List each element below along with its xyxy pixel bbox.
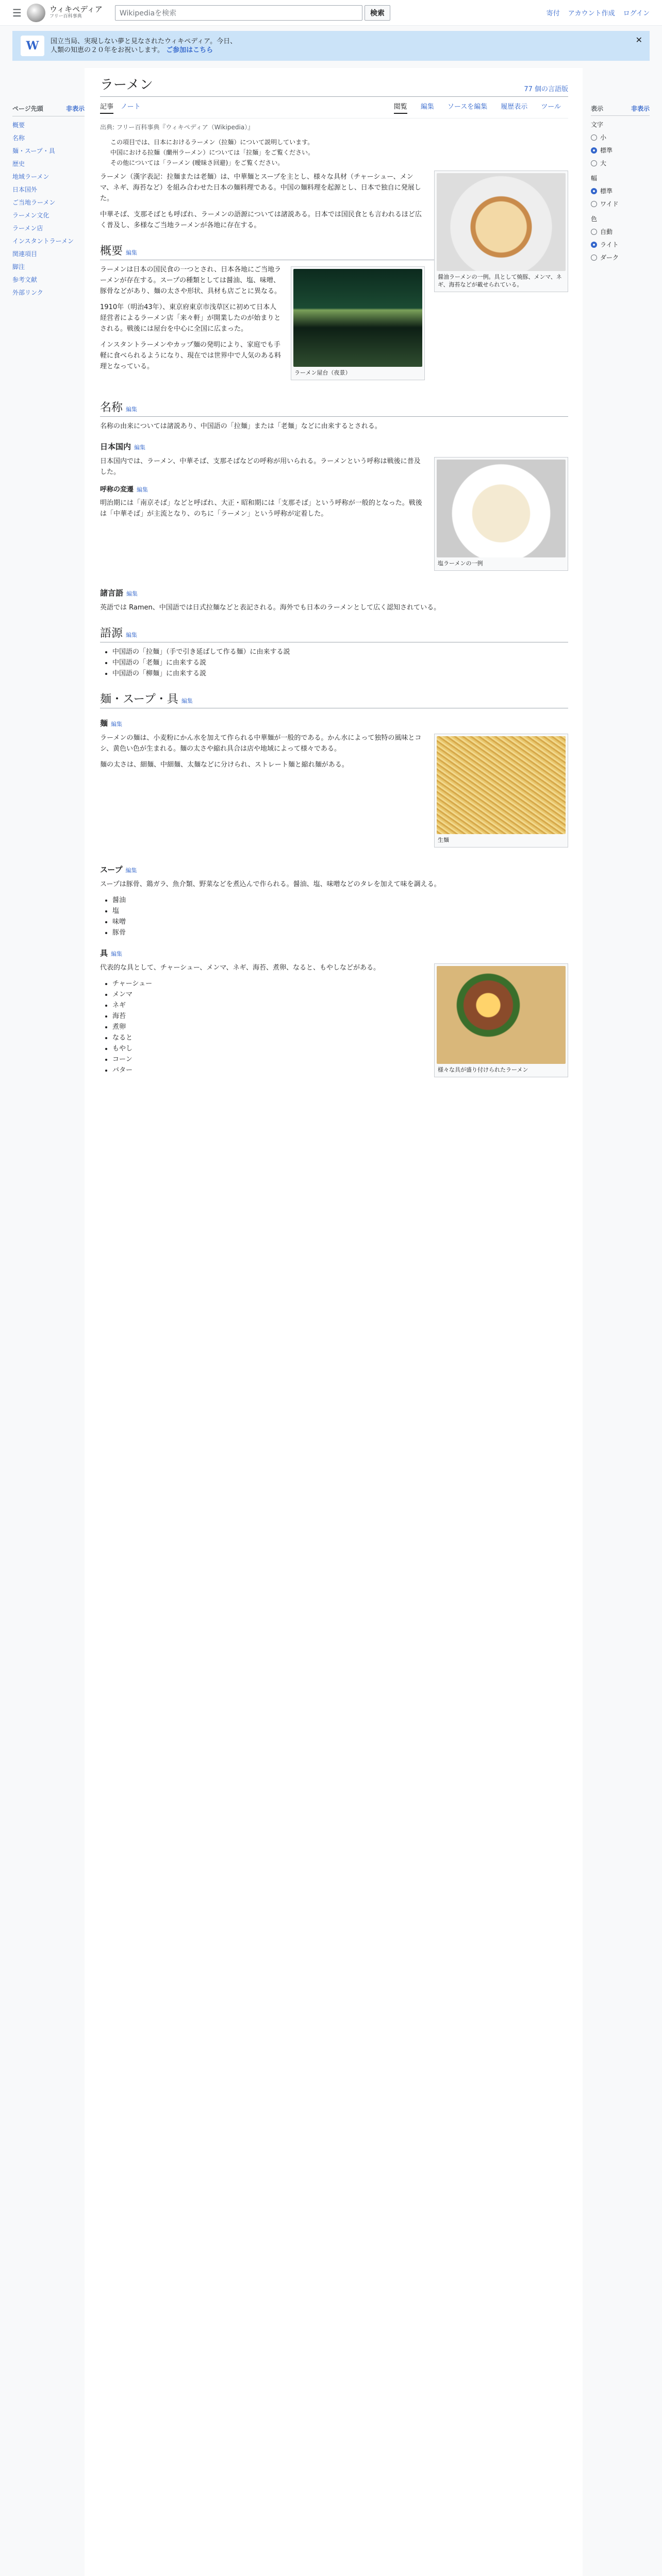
toppings-image[interactable]	[437, 966, 566, 1064]
radio-label: ライト	[600, 241, 619, 248]
toc-item[interactable]: 外部リンク	[12, 289, 43, 296]
toc-item[interactable]: 歴史	[12, 160, 25, 167]
table-of-contents	[12, 68, 85, 2576]
paragraph: 英語では Ramen、中国語では日式拉麺などと表記される。海外でも日本のラーメンとして広く認知されている。	[100, 604, 441, 612]
radio-label: ワイド	[600, 200, 619, 208]
search-button[interactable]: 検索	[365, 5, 390, 21]
list-item: • もやし	[112, 1043, 568, 1054]
subsection-heading: 諸言語	[100, 588, 124, 598]
article-source-note: 出典: フリー百科事典『ウィキペディア（Wikipedia）』	[100, 124, 254, 131]
list-item: • なると	[112, 1032, 568, 1043]
wikipedia-w-icon: W	[21, 36, 44, 56]
appearance-title: 表示	[591, 105, 604, 112]
tab-edit[interactable]: 編集	[420, 103, 434, 111]
toc-item[interactable]: ラーメン店	[12, 225, 43, 232]
edit-link[interactable]: 編集	[126, 406, 138, 413]
list-item: • メンマ	[112, 989, 568, 1000]
radio-label: 標準	[600, 188, 613, 195]
radio-label: 大	[600, 160, 607, 167]
list-item: • 味噌	[112, 917, 568, 927]
radio-icon	[591, 160, 597, 166]
tab-history[interactable]: 履歴表示	[501, 103, 528, 111]
edit-link[interactable]: 編集	[181, 698, 193, 704]
etymology-list	[112, 647, 568, 679]
section-heading-name: 名称	[100, 401, 123, 414]
radio-icon	[591, 201, 597, 207]
article-content	[85, 68, 583, 2576]
list-item: • 豚骨	[112, 927, 568, 938]
hatnote: 中国における拉麺（蘭州ラーメン）については「拉麺」をご覧ください。	[110, 149, 315, 156]
edit-link[interactable]: 編集	[125, 867, 137, 874]
tab-article[interactable]: 記事	[100, 101, 113, 114]
ramen-stall-image[interactable]	[293, 269, 422, 367]
list-item: • 煮卵	[112, 1022, 568, 1032]
toc-item[interactable]: 麺・スープ・具	[12, 147, 55, 155]
toc-item[interactable]: 参考文献	[12, 276, 38, 283]
list-item: • 中国語の「老麺」に由来する説	[112, 657, 568, 668]
section-heading-etymology: 語源	[100, 627, 123, 640]
radio-label: 自動	[600, 228, 613, 235]
intro-paragraph: ラーメン（漢字表記：拉麺または老麺）は、中華麺とスープを主とし、様々な具材（チャーシュー、メンマ、ネギ、海苔など）を組み合わせた日本の麺料理である。中国の麺料理を起源とし、日本で独自に発展した。	[100, 173, 421, 202]
shio-ramen-image[interactable]	[437, 460, 566, 557]
language-button[interactable]: 77 個の言語版	[524, 86, 568, 93]
page-title: ラーメン	[100, 77, 153, 93]
banner-text-2: 人類の知恵の２０年をお祝いします。	[51, 46, 164, 54]
paragraph: ラーメンは日本の国民食の一つとされ、日本各地にご当地ラーメンが存在する。スープの種類としては醤油、塩、味噌、豚骨などがあり、麺の太さや形状、具材も店ごとに異なる。	[100, 266, 282, 295]
edit-link[interactable]: 編集	[111, 951, 123, 957]
subsection-heading: 日本国内	[100, 442, 131, 451]
list-item: • 醤油	[112, 895, 568, 906]
radio-label: 小	[600, 134, 607, 141]
text-size-standard[interactable]	[591, 146, 650, 155]
subsection-heading: スープ	[100, 865, 123, 874]
menu-icon[interactable]: ☰	[12, 6, 22, 19]
ramen-image[interactable]	[437, 173, 566, 271]
toc-item[interactable]: 関連項目	[12, 250, 38, 258]
width-standard[interactable]	[591, 187, 650, 195]
soup-list	[112, 895, 568, 938]
figure-caption: ラーメン屋台（夜景）	[294, 369, 351, 376]
text-size-large[interactable]	[591, 159, 650, 167]
radio-label: 標準	[600, 147, 613, 154]
toc-item[interactable]: 概要	[12, 122, 25, 129]
edit-link[interactable]: 編集	[137, 486, 148, 493]
toc-item[interactable]: インスタントラーメン	[12, 238, 74, 245]
wikipedia-logo-icon[interactable]	[27, 4, 45, 22]
logo-title: ウィキペディア	[49, 4, 103, 14]
appearance-hide-button[interactable]: 非表示	[631, 105, 650, 112]
list-item: • バター	[112, 1065, 568, 1076]
toc-title: ページ先頭	[12, 105, 43, 112]
figure	[434, 457, 568, 571]
radio-icon	[591, 255, 597, 261]
radio-icon	[591, 229, 597, 235]
logo-subtitle: フリー百科事典	[49, 13, 82, 19]
edit-link[interactable]: 編集	[126, 249, 138, 256]
color-dark[interactable]	[591, 253, 650, 262]
list-item: • 中国語の「柳麺」に由来する説	[112, 668, 568, 679]
tab-read[interactable]: 閲覧	[394, 101, 407, 114]
paragraph: 明治期には「南京そば」などと呼ばれ、大正・昭和期には「支那そば」という呼称が一般的となった。戦後は「中華そば」が主流となり、のちに「ラーメン」という呼称が定着した。	[100, 499, 422, 518]
banner-link[interactable]: ご参加はこちら	[166, 46, 213, 54]
color-light[interactable]	[591, 240, 650, 249]
paragraph: 日本国内では、ラーメン、中華そば、支那そばなどの呼称が用いられる。ラーメンという呼称は戦後に普及した。	[100, 457, 421, 476]
login-link[interactable]: ログイン	[623, 10, 650, 18]
tab-edit-source[interactable]: ソースを編集	[447, 103, 488, 111]
text-size-label: 文字	[591, 121, 604, 128]
site-header	[0, 0, 662, 26]
color-auto[interactable]	[591, 227, 650, 236]
list-item: • 海苔	[112, 1011, 568, 1022]
radio-icon	[591, 147, 597, 154]
hatnote: その他については「ラーメン (曖昧さ回避)」をご覧ください。	[110, 159, 284, 166]
figure-caption: 生麺	[438, 837, 449, 843]
toc-hide-button[interactable]: 非表示	[65, 105, 85, 112]
radio-icon	[591, 188, 597, 194]
appearance-panel	[583, 68, 650, 2576]
color-label: 色	[591, 215, 598, 223]
donation-banner	[12, 31, 650, 61]
figure	[434, 171, 568, 292]
paragraph: 代表的な具として、チャーシュー、メンマ、ネギ、海苔、煮卵、なると、もやしなどがある。	[100, 964, 380, 972]
logo-text[interactable]	[49, 6, 103, 20]
list-item: • コーン	[112, 1054, 568, 1065]
noodle-image[interactable]	[437, 736, 566, 834]
section-heading-noodle-soup: 麺・スープ・具	[100, 693, 178, 706]
edit-link[interactable]: 編集	[134, 444, 146, 451]
radio-icon	[591, 134, 597, 141]
edit-link[interactable]: 編集	[111, 721, 123, 727]
toc-item[interactable]: ラーメン文化	[12, 212, 49, 219]
close-icon[interactable]: ✕	[635, 35, 642, 45]
hatnote: この項目では、日本におけるラーメン（拉麺）について説明しています。	[110, 139, 314, 146]
edit-link[interactable]: 編集	[126, 590, 138, 597]
list-item: • 塩	[112, 906, 568, 917]
figure	[434, 734, 568, 848]
paragraph: 名称の由来については諸説あり、中国語の「拉麺」または「老麺」などに由来するとされる。	[100, 422, 382, 430]
text-size-small[interactable]	[591, 133, 650, 142]
tab-talk[interactable]: ノート	[121, 103, 141, 111]
paragraph: 麺の太さは、細麺、中細麺、太麺などに分けられ、ストレート麺と縮れ麺がある。	[100, 761, 349, 769]
figure-caption: 塩ラーメンの一例	[438, 560, 483, 567]
paragraph: ラーメンの麺は、小麦粉にかん水を加えて作られる中華麺が一般的である。かん水によって独特の風味とコシ、黄色い色が生まれる。麺の太さや縮れ具合は店や地域によって様々である。	[100, 734, 422, 753]
list-item: • チャーシュー	[112, 978, 568, 989]
subsection-heading: 麺	[100, 719, 108, 728]
search-input[interactable]: Wikipediaを検索	[115, 5, 362, 21]
create-account-link[interactable]: アカウント作成	[568, 10, 615, 18]
toc-item[interactable]: 地域ラーメン	[12, 173, 49, 180]
paragraph: スープは豚骨、鶏ガラ、魚介類、野菜などを煮込んで作られる。醤油、塩、味噌などのタレを加えて味を調える。	[100, 880, 441, 888]
width-wide[interactable]	[591, 199, 650, 208]
figure	[291, 266, 425, 380]
radio-icon	[591, 242, 597, 248]
list-item: • 中国語の「拉麺」（手で引き延ばして作る麺）に由来する説	[112, 647, 568, 657]
toc-item[interactable]: ご当地ラーメン	[12, 199, 56, 206]
figure-caption: 様々な具が盛り付けられたラーメン	[438, 1066, 528, 1073]
banner-text-1: 国立当局、実現しない夢と見なされたウィキペディア。今日、	[51, 38, 237, 45]
subsection-heading: 呼称の変遷	[100, 486, 134, 494]
donate-link[interactable]: 寄付	[546, 10, 560, 18]
toc-item[interactable]: 日本国外	[12, 186, 38, 193]
radio-label: ダーク	[600, 254, 619, 261]
paragraph: インスタントラーメンやカップ麺の発明により、家庭でも手軽に食べられるようになり、現在では世界中で人気のある料理となっている。	[100, 341, 282, 370]
toc-item[interactable]: 名称	[12, 134, 25, 142]
section-heading-overview: 概要	[100, 245, 123, 258]
width-label: 幅	[591, 175, 598, 182]
paragraph: 1910年（明治43年）、東京府東京市浅草区に初めて日本人経営者によるラーメン店「来々軒」が開業したのが始まりとされる。戦後には屋台を中心に全国に広まった。	[100, 303, 281, 333]
edit-link[interactable]: 編集	[126, 632, 138, 638]
toc-item[interactable]: 脚注	[12, 263, 25, 270]
tab-tools[interactable]: ツール	[541, 103, 561, 111]
subsection-heading: 具	[100, 948, 108, 958]
figure	[434, 963, 568, 1077]
figure-caption: 醤油ラーメンの一例。具として焼豚、メンマ、ネギ、海苔などが載せられている。	[438, 274, 562, 288]
intro-paragraph: 中華そば、支那そばとも呼ばれ、ラーメンの語源については諸説ある。日本では国民食とも言われるほど広く普及し、多様なご当地ラーメンが各地に存在する。	[100, 211, 422, 229]
list-item: • ネギ	[112, 1000, 568, 1011]
